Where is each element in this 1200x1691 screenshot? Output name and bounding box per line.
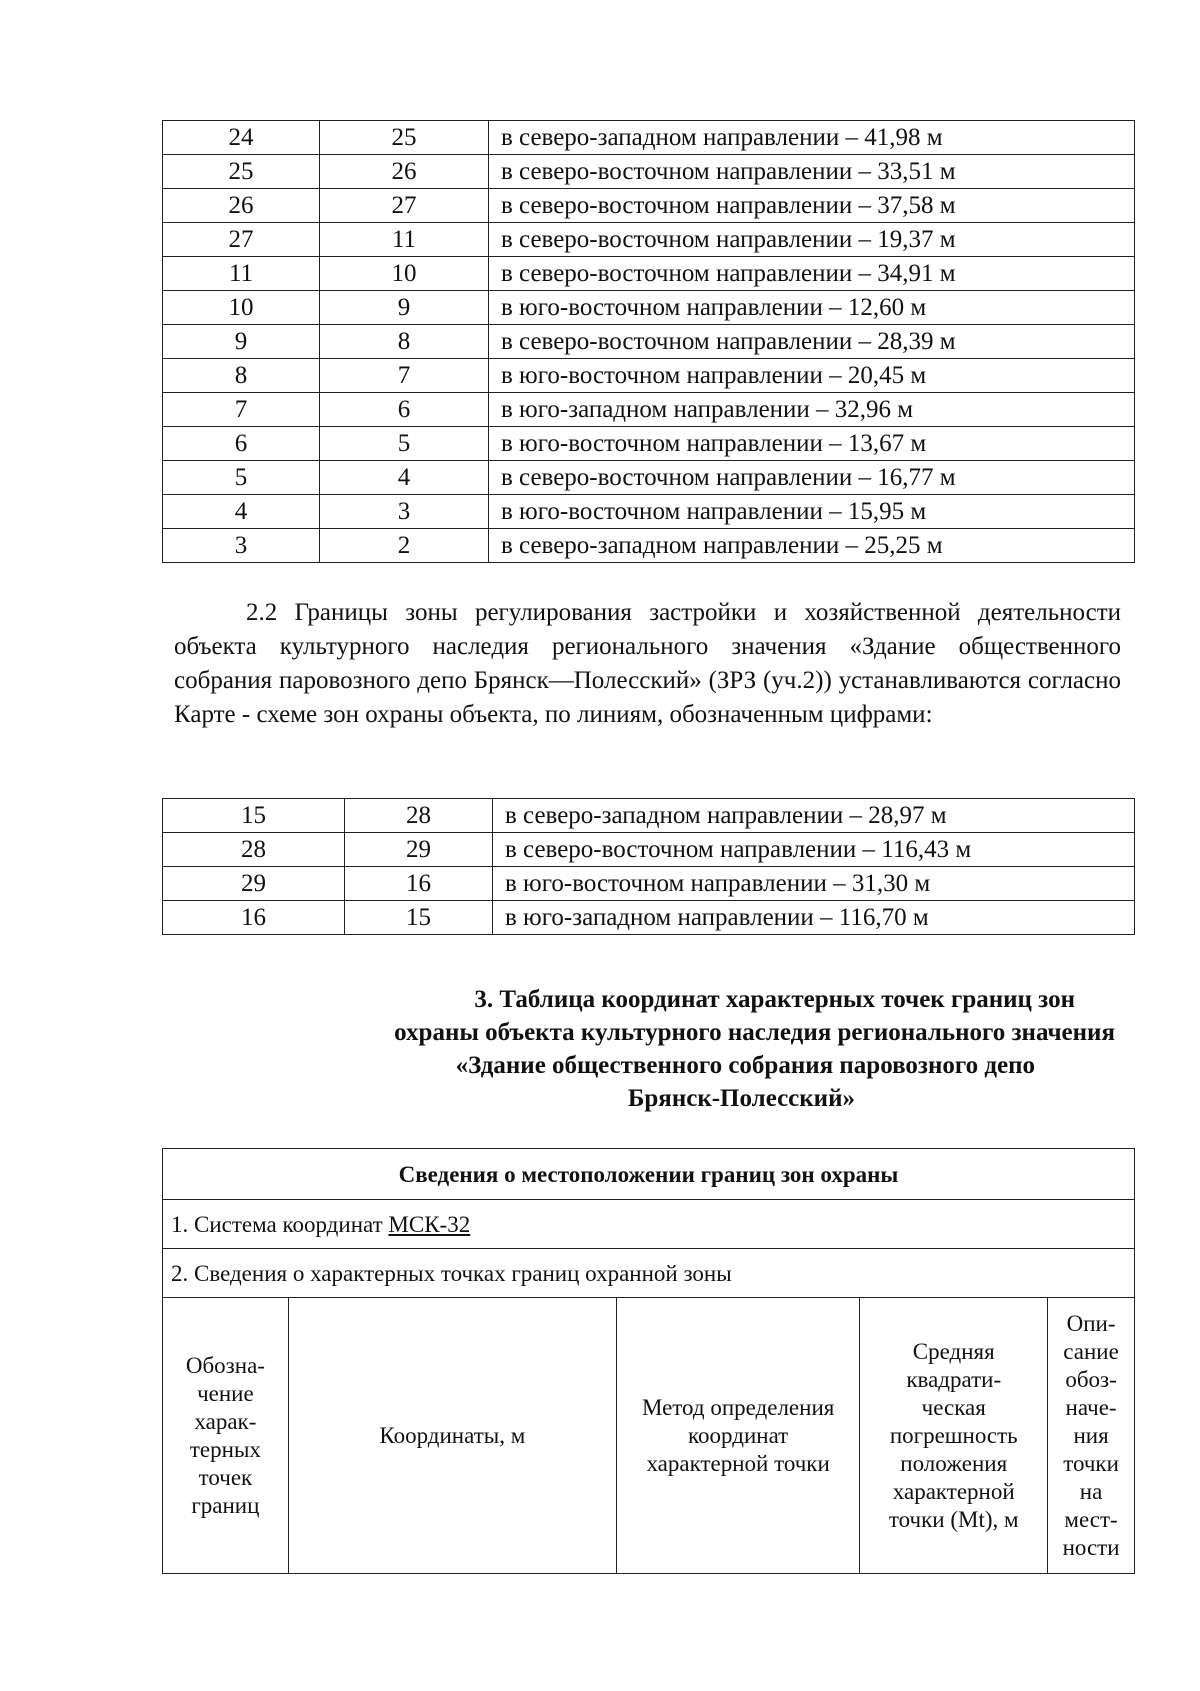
- header-text-line: ческая: [921, 1394, 986, 1420]
- direction-cell: в северо-восточном направлении – 116,43 м: [493, 833, 1135, 867]
- header-text-line: сание: [1063, 1338, 1119, 1364]
- from-point-cell: 9: [163, 325, 320, 359]
- header-text-line: характерной: [892, 1478, 1015, 1504]
- from-point-cell: 3: [163, 529, 320, 563]
- header-text-line: квадрати-: [906, 1366, 1002, 1392]
- direction-cell: в юго-восточном направлении – 12,60 м: [489, 291, 1135, 325]
- from-point-cell: 27: [163, 223, 320, 257]
- to-point-cell: 8: [320, 325, 489, 359]
- from-point-cell: 26: [163, 189, 320, 223]
- table-row: [163, 867, 1135, 901]
- to-point-cell: 15: [345, 901, 493, 935]
- boundary-location-table: [162, 1148, 1135, 1574]
- header-text-line: Метод определения: [641, 1394, 835, 1420]
- table-row: [163, 223, 1135, 257]
- to-point-cell: 11: [320, 223, 489, 257]
- to-point-cell: 27: [320, 189, 489, 223]
- header-text-line: ности: [1062, 1534, 1120, 1560]
- boundary-segments-table-2: [162, 798, 1135, 935]
- header-text-line: харак-: [194, 1408, 257, 1434]
- to-point-cell: 2: [320, 529, 489, 563]
- direction-cell: в северо-восточном направлении – 28,39 м: [489, 325, 1135, 359]
- heading-line: «Здание общественного собрания паровозного депо: [455, 1052, 1035, 1079]
- header-text-line: координат: [688, 1422, 789, 1448]
- table-row: [163, 291, 1135, 325]
- header-text-line: Координаты, м: [379, 1422, 526, 1448]
- direction-cell: в северо-западном направлении – 28,97 м: [493, 799, 1135, 833]
- heading-line: 3. Таблица координат характерных точек границ зон: [474, 986, 1075, 1013]
- to-point-cell: 7: [320, 359, 489, 393]
- direction-cell: в юго-восточном направлении – 31,30 м: [493, 867, 1135, 901]
- table-row: [163, 495, 1135, 529]
- direction-cell: в юго-западном направлении – 116,70 м: [493, 901, 1135, 935]
- header-text-line: Средняя: [912, 1338, 995, 1364]
- table-row: [163, 799, 1135, 833]
- table-row: [163, 257, 1135, 291]
- heading-line: Брянск-Полесский»: [627, 1085, 855, 1112]
- column-header-row: [163, 1298, 1135, 1574]
- table-row: [163, 393, 1135, 427]
- header-text-line: характерной точки: [646, 1450, 830, 1476]
- header-text-line: границ: [191, 1492, 260, 1518]
- section-3-heading: [280, 983, 1120, 1115]
- direction-cell: в северо-восточном направлении – 37,58 м: [489, 189, 1135, 223]
- header-text-line: точки (Mt), м: [888, 1506, 1019, 1532]
- header-text-line: на: [1079, 1478, 1103, 1504]
- to-point-cell: 5: [320, 427, 489, 461]
- header-text-line: терных: [189, 1436, 261, 1462]
- to-point-cell: 28: [345, 799, 493, 833]
- to-point-cell: 6: [320, 393, 489, 427]
- direction-cell: в северо-восточном направлении – 19,37 м: [489, 223, 1135, 257]
- from-point-cell: 4: [163, 495, 320, 529]
- header-method: [616, 1298, 859, 1574]
- header-text-line: точек: [198, 1464, 253, 1490]
- header-text-line: обоз-: [1065, 1366, 1117, 1392]
- segments-table-2-body: [163, 799, 1135, 935]
- table-title: Сведения о местоположении границ зон охраны: [163, 1149, 1135, 1200]
- to-point-cell: 4: [320, 461, 489, 495]
- heading-line: охраны объекта культурного наследия регионального значения: [394, 1019, 1115, 1046]
- segments-table-1-body: [163, 121, 1135, 563]
- header-text-line: чение: [197, 1380, 254, 1406]
- header-text-line: точки: [1063, 1450, 1119, 1476]
- header-mean-square-error: [860, 1298, 1048, 1574]
- header-text-line: ния: [1073, 1422, 1109, 1448]
- to-point-cell: 10: [320, 257, 489, 291]
- direction-cell: в юго-восточном направлении – 13,67 м: [489, 427, 1135, 461]
- from-point-cell: 15: [163, 799, 345, 833]
- table-row: [163, 901, 1135, 935]
- direction-cell: в северо-восточном направлении – 16,77 м: [489, 461, 1135, 495]
- table-row: [163, 529, 1135, 563]
- table-row: [163, 461, 1135, 495]
- table-row: [163, 427, 1135, 461]
- to-point-cell: 25: [320, 121, 489, 155]
- to-point-cell: 29: [345, 833, 493, 867]
- to-point-cell: 3: [320, 495, 489, 529]
- section-2-2-paragraph: [174, 596, 1121, 732]
- direction-cell: в северо-восточном направлении – 34,91 м: [489, 257, 1135, 291]
- from-point-cell: 6: [163, 427, 320, 461]
- points-info-row: [163, 1249, 1135, 1298]
- table-row: [163, 833, 1135, 867]
- header-point-designation: [163, 1298, 289, 1574]
- table-row: [163, 359, 1135, 393]
- from-point-cell: 7: [163, 393, 320, 427]
- from-point-cell: 8: [163, 359, 320, 393]
- direction-cell: в юго-восточном направлении – 20,45 м: [489, 359, 1135, 393]
- header-text-line: наче-: [1065, 1394, 1117, 1420]
- from-point-cell: 16: [163, 901, 345, 935]
- to-point-cell: 26: [320, 155, 489, 189]
- from-point-cell: 25: [163, 155, 320, 189]
- from-point-cell: 29: [163, 867, 345, 901]
- to-point-cell: 9: [320, 291, 489, 325]
- to-point-cell: 16: [345, 867, 493, 901]
- direction-cell: в юго-восточном направлении – 15,95 м: [489, 495, 1135, 529]
- table-row: [163, 189, 1135, 223]
- coord-system-value: МСК-32: [388, 1211, 471, 1237]
- header-text-line: Обозна-: [185, 1352, 265, 1378]
- from-point-cell: 10: [163, 291, 320, 325]
- direction-cell: в северо-восточном направлении – 33,51 м: [489, 155, 1135, 189]
- coord-system-row: [163, 1200, 1135, 1249]
- table-row: [163, 155, 1135, 189]
- header-text-line: Опи-: [1066, 1310, 1116, 1336]
- from-point-cell: 24: [163, 121, 320, 155]
- header-location-description: [1048, 1298, 1135, 1574]
- boundary-segments-table-1: [162, 120, 1135, 563]
- paragraph-text: 2.2 Границы зоны регулирования застройки и хозяйственной деятельности объекта культурного наследия регионального значения «Здание общественного собрания паровозного депо Брянск—Полесский» (ЗРЗ (уч.2)) устанавливаются согласно Карте - схеме зон охраны объекта, по линиям, обозначенным цифрами:: [174, 599, 1121, 728]
- header-coordinates: [288, 1298, 616, 1574]
- direction-cell: в юго-западном направлении – 32,96 м: [489, 393, 1135, 427]
- table-title-row: [163, 1149, 1135, 1200]
- direction-cell: в северо-западном направлении – 41,98 м: [489, 121, 1135, 155]
- from-point-cell: 28: [163, 833, 345, 867]
- header-text-line: положения: [900, 1450, 1008, 1476]
- header-text-line: мест-: [1064, 1506, 1118, 1532]
- from-point-cell: 11: [163, 257, 320, 291]
- direction-cell: в северо-западном направлении – 25,25 м: [489, 529, 1135, 563]
- coord-system-cell: [163, 1200, 1135, 1249]
- from-point-cell: 5: [163, 461, 320, 495]
- header-text-line: погрешность: [889, 1422, 1018, 1448]
- table-row: [163, 325, 1135, 359]
- coord-system-label: 1. Система координат: [171, 1211, 389, 1237]
- points-info-cell: 2. Сведения о характерных точках границ охранной зоны: [163, 1249, 1135, 1298]
- table-row: [163, 121, 1135, 155]
